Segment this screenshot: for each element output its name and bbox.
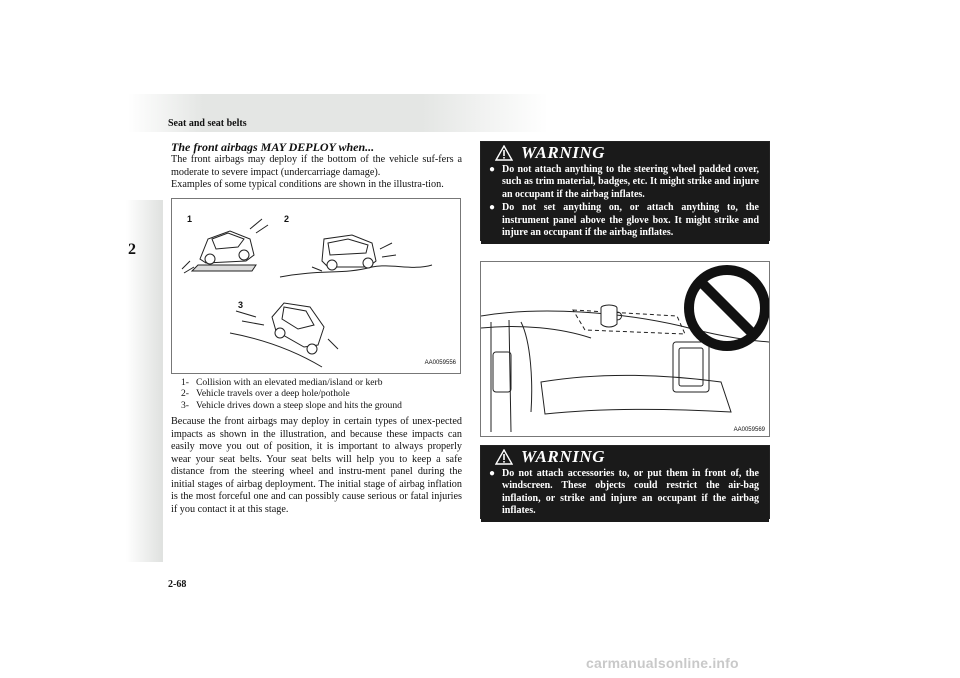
warning-text: Do not set anything on, or attach anything to, the instrument panel above the glove box. It might strike and injure an occupant if the airbag inflates. [502, 202, 759, 239]
warning-title: WARNING [521, 143, 606, 162]
bullet-icon: ● [489, 164, 496, 175]
chapter-number: 2 [128, 241, 136, 258]
intro-paragraph-2: Examples of some typical conditions are shown in the illustra-tion. [171, 179, 444, 190]
warning-header [481, 446, 769, 468]
bullet-icon: ● [489, 468, 496, 479]
warning-triangle-icon [495, 449, 513, 465]
caption-text: Vehicle travels over a deep hole/pothole [196, 388, 350, 399]
dashboard-drawing [481, 262, 769, 436]
section-title: Seat and seat belts [168, 118, 247, 129]
warning-item [489, 164, 759, 201]
caption-text: Vehicle drives down a steep slope and hits the ground [196, 399, 402, 411]
warning-text: Do not attach anything to the steering wheel padded cover, such as trim material, badges, etc. It might strike and injure an occupant if the airbag inflates. [502, 164, 759, 200]
figure-code: AA0059569 [733, 427, 765, 433]
watermark[interactable]: carmanualsonline.info [586, 655, 739, 671]
caption-number: 1- [181, 376, 189, 388]
warning-box-1 [480, 141, 770, 241]
right-column [480, 141, 770, 519]
figure-label-2: 2 [284, 213, 290, 224]
intro-paragraph-1: The front airbags may deploy if the bottom of the vehicle suf-fers a moderate to severe impact (undercarriage damage). [171, 154, 462, 178]
warning-header [481, 142, 769, 164]
warning-item [489, 468, 759, 518]
warning-body [481, 164, 769, 244]
warning-title: WARNING [521, 447, 606, 466]
caption-item [181, 388, 462, 400]
warning-item [489, 202, 759, 239]
warning-text: Do not attach accessories to, or put them in front of, the windscreen. These objects could restrict the air-bag inflation, or strike and injure an occupant if the airbag inflates. [502, 468, 759, 517]
caption-number: 2- [181, 388, 189, 399]
figure-label-3: 3 [238, 299, 244, 310]
caption-item [181, 400, 462, 412]
deployment-illustration [171, 198, 461, 374]
section-heading: The front airbags MAY DEPLOY when... [171, 140, 375, 154]
figure-label-1: 1 [187, 213, 193, 224]
body-paragraph: Because the front airbags may deploy in certain types of unex-pected impacts as shown in the illustration, and because these impacts can easily move you out of position, it is important to always properly wear your seat belts. Your seat belts will help you to keep a safe distance from the steering wheel and instru-ment panel during the initial stages of airbag deployment. The initial stage of airbag inflation is the most forceful one and can possibly cause serious or fatal injuries if you contact it at this stage. [171, 416, 462, 515]
figure-code: AA0059556 [424, 360, 456, 366]
warning-box-2 [480, 445, 770, 519]
warning-body [481, 468, 769, 522]
caption-text: Collision with an elevated median/island or kerb [196, 376, 383, 388]
deployment-drawing [172, 199, 460, 373]
caption-number: 3- [181, 399, 189, 411]
left-column [171, 140, 462, 516]
figure-captions [181, 377, 462, 412]
dashboard-illustration [480, 261, 770, 437]
warning-triangle-icon [495, 145, 513, 161]
page-number: 2-68 [168, 579, 187, 590]
bullet-icon: ● [489, 202, 496, 214]
prohibition-sign-icon [689, 270, 765, 346]
caption-item [181, 377, 462, 389]
